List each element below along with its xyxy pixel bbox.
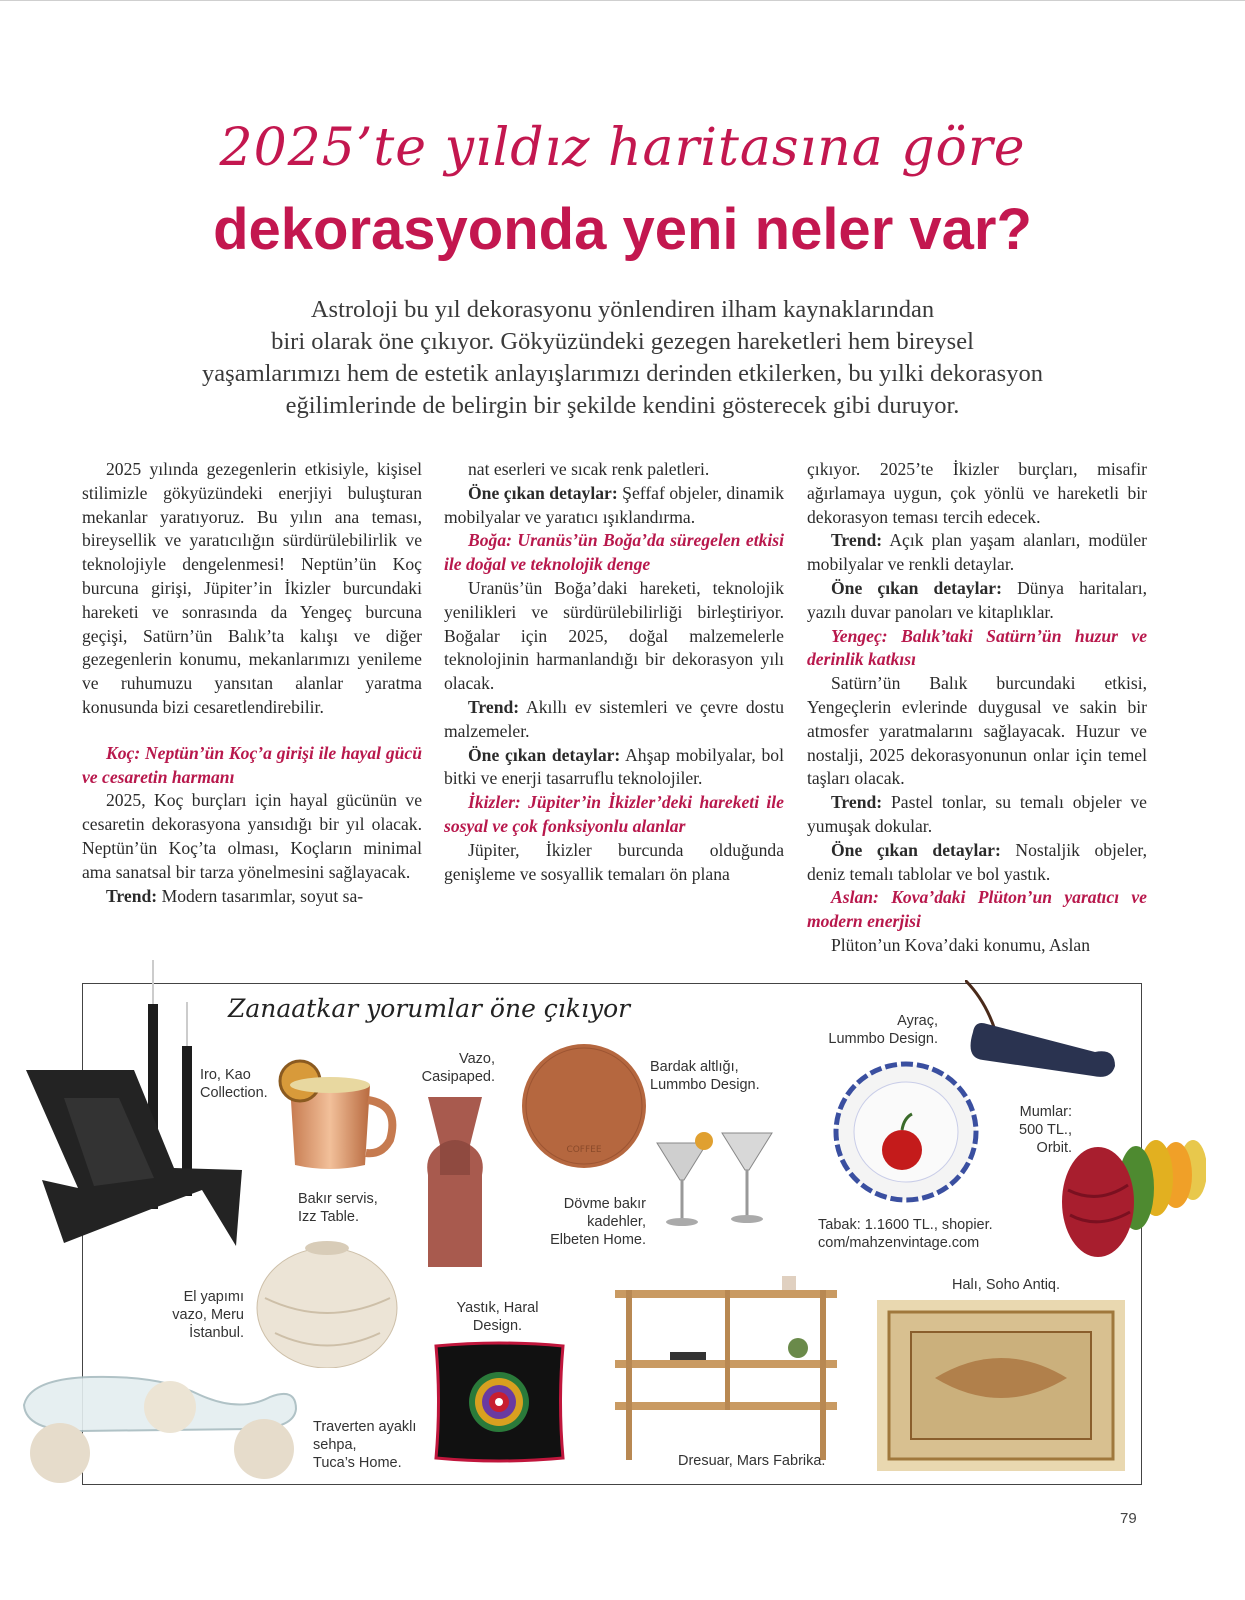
- body-paragraph: nat eserleri ve sıcak renk paletleri.: [468, 459, 710, 479]
- pillow-image: [432, 1340, 567, 1465]
- page-number: 79: [1120, 1510, 1137, 1527]
- article-column-1: [82, 458, 422, 908]
- plate-image: [832, 1060, 980, 1205]
- trend-label: Trend:: [468, 696, 520, 717]
- caption-kadeh: Dövme bakır kadehler, Elbeten Home.: [550, 1196, 646, 1248]
- detail-text: Dünya haritaları, yazılı duvar panoları ve kitaplıklar.: [807, 577, 1147, 622]
- bookmark-image: [965, 980, 1120, 1085]
- body-paragraph: 2025 yılında gezegenlerin etkisiyle, kişisel stilimizle gökyüzündeki enerjiyi buluşturan mekanlar yaratıyoruz. Bu yılın ana teması, bireysellik ve yaratıcılığın sürdürülebilirlik ve teknolojiyle dengelenmesi! Neptün’ün Koç burcuna girişi, Jüpiter’in İkizler burcundaki hareketi ve sonrasında da Yengeç burcuna geçişi, Satürn’ün Balık’ta kalışı ve diğer gezegenlerin konumu, mekanlarımızı yenileme ve ruhumuzu yansıtan alanlar yaratma konusunda bizi cesaretlendirebilir.: [82, 459, 422, 717]
- coaster-image: [520, 1042, 648, 1170]
- copper-glasses-image: [652, 1125, 777, 1235]
- caption-bakir: Bakır servis, Izz Table.: [298, 1191, 378, 1225]
- intro-line: Astroloji bu yıl dekorasyonu yönlendiren ilham kaynaklarından: [310, 296, 935, 323]
- detail-line: [444, 744, 784, 792]
- copper-mug-image: [270, 1055, 405, 1175]
- caption-sehpa: Traverten ayaklı sehpa, Tuca’s Home.: [313, 1419, 417, 1471]
- detail-label: Öne çıkan detaylar:: [831, 839, 1001, 860]
- caption-ayrac: Ayraç, Lummbo Design.: [828, 1013, 938, 1047]
- trend-line: [444, 696, 784, 744]
- title-script-line: 2025’te yıldız haritasına göre: [219, 118, 1026, 178]
- trend-label: Trend:: [106, 885, 158, 906]
- chair-candleholder-image: [24, 958, 254, 1258]
- intro-line: biri olarak öne çıkıyor. Gökyüzündeki gezegen hareketleri hem bireysel: [271, 328, 974, 355]
- detail-label: Öne çıkan detaylar:: [831, 577, 1002, 598]
- rug-image: [875, 1298, 1127, 1473]
- caption-bardak: Bardak altlığı, Lummbo Design.: [650, 1059, 760, 1093]
- coaster-label: COFFEE: [566, 1145, 602, 1155]
- intro-line: eğilimlerinde de belirgin bir şekilde kendini gösterecek gibi duruyor.: [285, 392, 960, 419]
- coffee-table-image: [20, 1365, 300, 1485]
- body-paragraph: Plüton’un Kova’daki konumu, Aslan: [831, 934, 1091, 955]
- article-column-2: [444, 458, 784, 886]
- caption-elyapimi: El yapımı vazo, Meru İstanbul.: [172, 1289, 244, 1341]
- body-paragraph: çıkıyor. 2025’te İkizler burçları, misafir ağırlamaya uygun, çok yönlü ve hareketli bir dekorasyon teması tercih edecek.: [807, 459, 1147, 527]
- caption-dresuar: Dresuar, Mars Fabrika.: [678, 1453, 826, 1469]
- trend-line: [807, 791, 1147, 839]
- trend-label: Trend:: [831, 792, 883, 813]
- body-paragraph: Jüpiter, İkizler burcunda olduğunda genişleme ve sosyallik temaları ön plana: [444, 839, 784, 884]
- body-paragraph: 2025, Koç burçları için hayal gücünün ve cesaretin dekorasyona yansıdığı bir yıl olacak. Neptün’ün Koç’ta olması, Koçların minimal ama sanatsal bir tarza yönelmesini sağlayacak.: [82, 790, 422, 882]
- trend-label: Trend:: [831, 530, 883, 551]
- caption-vazo: Vazo, Casipaped.: [421, 1051, 495, 1085]
- subheading-boga: Boğa: Uranüs’ün Boğa’da süregelen etkisi ile doğal ve teknolojik denge: [444, 530, 784, 575]
- console-table-image: [610, 1262, 842, 1462]
- caption-tabak: Tabak: 1.1600 TL., shopier. com/mahzenvintage.com: [818, 1217, 993, 1251]
- subheading-aslan: Aslan: Kova’daki Plüton’un yaratıcı ve modern enerjisi: [807, 887, 1147, 932]
- detail-line: [807, 839, 1147, 887]
- showcase-title: Zanaatkar yorumlar öne çıkıyor: [228, 994, 631, 1023]
- title-main-line: dekorasyonda yeni neler var?: [213, 197, 1032, 262]
- candles-image: [1058, 1130, 1206, 1260]
- caption-mumlar: Mumlar: 500 TL., Orbit.: [1019, 1104, 1072, 1156]
- body-paragraph: Satürn’ün Balık burcundaki etkisi, Yengeçlerin evlerinde duygusal ve sakin bir atmosfer yaratmalarını sağlayacak. Huzur ve nostalji, 2025 dekorasyonunun onlar için temel taşları olacak.: [807, 673, 1147, 789]
- article-column-3: [807, 458, 1147, 958]
- detail-line: [444, 482, 784, 530]
- body-paragraph: Uranüs’ün Boğa’daki hareketi, teknolojik yenilikleri ve sürdürülebilirliği birleştiriyor. Boğalar için 2025, doğal malzemelerle teknolojinin harmanlandığı bir dekorasyon yılı olacak.: [444, 577, 784, 694]
- trend-text: Pastel tonlar, su temalı objeler ve yumuşak dokular.: [807, 792, 1147, 836]
- subheading-ikizler: İkizler: Jüpiter’in İkizler’deki hareketi ile sosyal ve çok fonksiyonlu alanlar: [444, 792, 784, 836]
- vase-image: [420, 1095, 490, 1270]
- detail-text: Şeffaf objeler, dinamik mobilyalar ve yaratıcı ışıklandırma.: [444, 482, 784, 527]
- caption-hali: Halı, Soho Antiq.: [952, 1277, 1061, 1293]
- intro-line: yaşamlarımızı hem de estetik anlayışlarımızı derinden etkilerken, bu yılki dekorasyon: [202, 360, 1043, 387]
- trend-text: Açık plan yaşam alanları, modüler mobilyalar ve renkli detaylar.: [807, 530, 1147, 575]
- caption-yastik: Yastık, Haral Design.: [456, 1300, 539, 1334]
- detail-text: Nostaljik objeler, deniz temalı tablolar ve bol yastık.: [807, 839, 1147, 884]
- intro-paragraph: [130, 294, 1115, 422]
- trend-text: Modern tasarımlar, soyut sa-: [157, 885, 364, 906]
- top-rule: [0, 0, 1245, 1]
- handmade-vase-image: [255, 1238, 400, 1368]
- subheading-yengec: Yengeç: Balık’taki Satürn’ün huzur ve derinlik katkısı: [807, 625, 1147, 670]
- caption-iro: Iro, Kao Collection.: [200, 1067, 268, 1101]
- detail-line: [807, 577, 1147, 625]
- trend-line: [82, 885, 422, 909]
- trend-line: [807, 529, 1147, 577]
- subheading-koc: Koç: Neptün’ün Koç’a girişi ile hayal gücü ve cesaretin harmanı: [82, 742, 422, 787]
- trend-text: Akıllı ev sistemleri ve çevre dostu malzemeler.: [444, 696, 784, 741]
- detail-label: Öne çıkan detaylar:: [468, 744, 621, 765]
- detail-text: Ahşap mobilyalar, bol bitki ve enerji tasarruflu teknolojiler.: [444, 744, 784, 789]
- detail-label: Öne çıkan detaylar:: [468, 482, 618, 503]
